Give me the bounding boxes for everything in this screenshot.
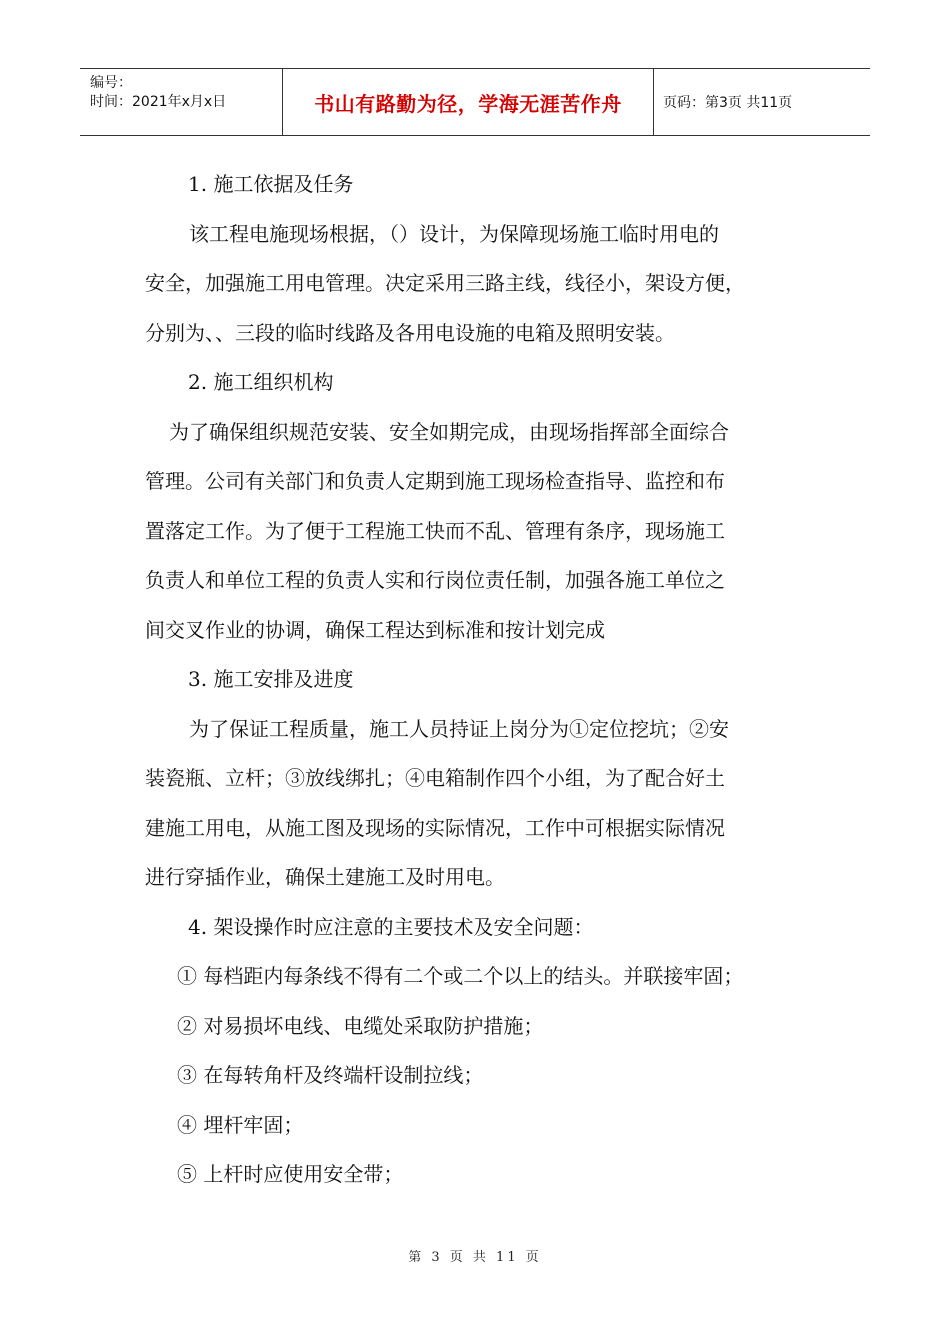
header-motto: 书山有路勤为径，学海无涯苦作舟 bbox=[314, 91, 622, 116]
list-item: ② 对易损坏电线、电缆处采取防护措施； bbox=[177, 1013, 544, 1038]
paragraph-line: 管理。公司有关部门和负责人定期到施工现场检查指导、监控和布 bbox=[145, 469, 725, 493]
document-time-label: 时间：2021年x月x日 bbox=[90, 94, 227, 110]
list-item: ① 每档距内每条线不得有二个或二个以上的结头。并联接牢固； bbox=[177, 964, 744, 988]
header-page-cell bbox=[654, 69, 870, 135]
section-heading: 3. 施工安排及进度 bbox=[188, 667, 354, 691]
section-heading: 1. 施工依据及任务 bbox=[188, 172, 354, 196]
list-item: ③ 在每转角杆及终端杆设制拉线； bbox=[177, 1063, 484, 1087]
document-body bbox=[145, 160, 810, 1200]
section-heading: 4. 架设操作时应注意的主要技术及安全问题： bbox=[188, 914, 594, 939]
paragraph-line: 进行穿插作业，确保土建施工及时用电。 bbox=[145, 865, 505, 889]
header-motto-cell bbox=[282, 69, 654, 135]
section-heading: 2. 施工组织机构 bbox=[188, 370, 334, 394]
list-item: ⑤ 上杆时应使用安全带； bbox=[177, 1162, 404, 1186]
list-item: ④ 埋杆牢固； bbox=[177, 1112, 304, 1137]
paragraph-line: 建施工用电，从施工图及现场的实际情况，工作中可根据实际情况 bbox=[145, 815, 725, 840]
paragraph-line: 该工程电施现场根据，（）设计，为保障现场施工临时用电的 bbox=[189, 221, 719, 246]
document-number-label: 编号： bbox=[90, 75, 132, 91]
paragraph-line: 为了确保组织规范安装、安全如期完成，由现场指挥部全面综合 bbox=[169, 419, 729, 444]
header-meta-cell bbox=[80, 69, 282, 135]
paragraph-line: 分别为、、三段的临时线路及各用电设施的电箱及照明安装。 bbox=[145, 320, 675, 345]
paragraph-line: 安全，加强施工用电管理。决定采用三路主线，线径小，架设方便， bbox=[145, 271, 745, 295]
page-header bbox=[80, 68, 870, 136]
paragraph-line: 装瓷瓶、立杆；③放线绑扎；④电箱制作四个小组，为了配合好土 bbox=[145, 766, 725, 790]
footer-page-number: 第 3 页 共 11 页 bbox=[408, 1250, 542, 1265]
paragraph-line: 为了保证工程质量，施工人员持证上岗分为①定位挖坑；②安 bbox=[189, 716, 729, 741]
paragraph-line: 负责人和单位工程的负责人实和行岗位责任制，加强各施工单位之 bbox=[145, 568, 725, 592]
header-page-number: 页码：第3页 共11页 bbox=[663, 95, 793, 111]
paragraph-line: 置落定工作。为了便于工程施工快而不乱、管理有条序，现场施工 bbox=[145, 518, 725, 543]
page-footer bbox=[0, 1246, 950, 1265]
paragraph-line: 间交叉作业的协调，确保工程达到标准和按计划完成 bbox=[145, 617, 605, 642]
